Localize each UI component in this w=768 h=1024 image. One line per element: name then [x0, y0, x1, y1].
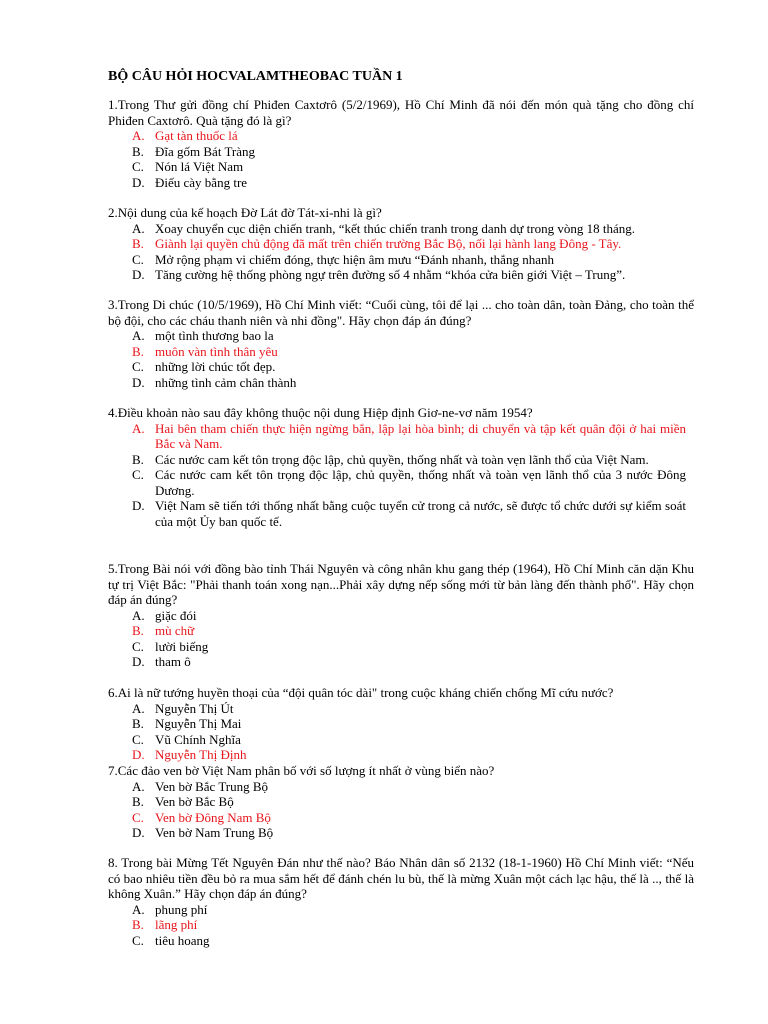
option-text: phung phí — [155, 901, 208, 917]
question-text: 8. Trong bài Mừng Tết Nguyên Đán như thế nào? Báo Nhân dân số 2132 (18-1-1960) Hồ Chí Minh viết: “Nếu có bao nhiêu tiền đều bỏ ra mua sắm hết để đánh chén lu bù, thế là mừng Xuân một cách lạc hậu, thế là .., thế là không Xuân.” Hãy chọn đáp án đúng? — [108, 855, 694, 901]
option-letter: A. — [132, 901, 145, 917]
option-text: muôn vàn tình thân yêu — [155, 343, 278, 359]
option-b — [108, 794, 694, 810]
option-c — [108, 467, 694, 498]
option-letter: B. — [132, 236, 144, 251]
option-text: Ven bờ Nam Trung Bộ — [155, 825, 274, 840]
option-letter: D. — [132, 747, 145, 762]
option-b — [108, 144, 694, 160]
question-text: 2.Nội dung của kế hoạch Đờ Lát đờ Tát-xi-nhi là gì? — [108, 205, 382, 220]
option-text: giặc đói — [155, 607, 197, 623]
option-letter: C. — [132, 251, 144, 267]
option-text: mù chữ — [155, 623, 195, 638]
question-5 — [108, 561, 694, 670]
option-c — [108, 159, 694, 175]
option-letter: D. — [132, 174, 145, 190]
option-d — [108, 498, 694, 529]
option-letter: D. — [132, 267, 145, 282]
option-text: Các nước cam kết tôn trọng độc lập, chủ quyền, thống nhất và toàn vẹn lãnh thổ của Việt Nam. — [155, 451, 649, 467]
option-letter: B. — [132, 794, 144, 809]
option-text: Các nước cam kết tôn trọng độc lập, chủ quyền, thống nhất và toàn vẹn lãnh thổ của 3 nước Đông Dương. — [155, 467, 686, 498]
option-text: Giành lại quyền chủ động đã mất trên chiến trường Bắc Bộ, nối lại hành lang Đông - Tây. — [155, 236, 622, 251]
option-text: Nguyễn Thị Út — [155, 700, 234, 716]
option-d — [108, 654, 694, 670]
option-list — [108, 221, 694, 283]
document-title: BỘ CÂU HỎI HOCVALAMTHEOBAC TUẦN 1 — [108, 69, 403, 84]
question-7 — [108, 763, 694, 841]
question-text: 3.Trong Di chúc (10/5/1969), Hồ Chí Minh viết: “Cuối cùng, tôi để lại ... cho toàn dân, toàn Đảng, cho toàn thể bộ đội, cho các cháu thanh niên và nhi đồng". Hãy chọn đáp án đúng? — [108, 297, 694, 328]
option-c-correct — [108, 810, 694, 826]
option-letter: C. — [132, 159, 144, 174]
option-letter: A. — [132, 607, 145, 623]
option-list — [108, 421, 694, 530]
option-list — [108, 902, 694, 949]
option-b-correct — [108, 236, 694, 252]
question-2 — [108, 205, 694, 283]
option-text: Nón lá Việt Nam — [155, 159, 244, 174]
option-letter: B. — [132, 143, 144, 159]
option-list — [108, 608, 694, 670]
option-text: một tình thương bao la — [155, 328, 274, 343]
option-letter: B. — [132, 343, 144, 359]
question-1 — [108, 97, 694, 190]
question-text: 6.Ai là nữ tướng huyền thoại của “đội quân tóc dài" trong cuộc kháng chiến chống Mĩ cứu nước? — [108, 685, 614, 700]
option-c — [108, 639, 694, 655]
option-b-correct — [108, 623, 694, 639]
option-letter: C. — [132, 731, 144, 747]
option-d-correct — [108, 747, 694, 763]
question-4 — [108, 405, 694, 529]
option-list — [108, 779, 694, 841]
option-b — [108, 452, 694, 468]
option-text: những lời chúc tốt đẹp. — [155, 359, 276, 374]
option-text: Ven bờ Bắc Trung Bộ — [155, 778, 269, 794]
question-text: 4.Điều khoản nào sau đây không thuộc nội dung Hiệp định Giơ-ne-vơ năm 1954? — [108, 405, 533, 420]
option-text: Vũ Chính Nghĩa — [155, 731, 241, 747]
option-a — [108, 701, 694, 717]
option-list — [108, 701, 694, 763]
option-a — [108, 608, 694, 624]
option-text: Điếu cày bằng tre — [155, 174, 248, 190]
option-d — [108, 375, 694, 391]
option-d — [108, 825, 694, 841]
option-c — [108, 732, 694, 748]
option-list — [108, 128, 694, 190]
option-text: Đĩa gốm Bát Tràng — [155, 143, 256, 159]
option-letter: C. — [132, 359, 144, 374]
option-text: tham ô — [155, 654, 191, 669]
option-a — [108, 902, 694, 918]
option-letter: D. — [132, 498, 145, 513]
question-6 — [108, 685, 694, 763]
question-text: 1.Trong Thư gửi đồng chí Phiđen Caxtơrô (5/2/1969), Hồ Chí Minh đã nói đến món quà tặng cho đồng chí Phiđen Caxtơrô. Quà tặng đó là gì? — [108, 97, 694, 128]
option-letter: A. — [132, 778, 145, 794]
option-c — [108, 359, 694, 375]
option-list — [108, 328, 694, 390]
option-letter: B. — [132, 716, 144, 731]
option-text: những tình cảm chân thành — [155, 374, 297, 390]
option-a — [108, 221, 694, 237]
option-a-correct — [108, 421, 694, 452]
option-b-correct — [108, 344, 694, 360]
option-letter: B. — [132, 451, 144, 467]
option-letter: C. — [132, 467, 144, 482]
option-text: Tăng cường hệ thống phòng ngự trên đường số 4 nhằm “khóa cửa biên giới Việt – Trung”. — [155, 267, 626, 282]
question-3 — [108, 297, 694, 390]
option-text: Nguyễn Thị Định — [155, 747, 247, 762]
option-text: Ven bờ Bắc Bộ — [155, 794, 234, 809]
question-text: 7.Các đảo ven bờ Việt Nam phân bố với số lượng ít nhất ở vùng biển nào? — [108, 763, 495, 778]
option-c — [108, 252, 694, 268]
option-letter: D. — [132, 374, 145, 390]
option-text: Hai bên tham chiến thực hiện ngừng bắn, lập lại hòa bình; di chuyển và tập kết quân đội ở hai miền Bắc và Nam. — [155, 420, 686, 451]
question-8 — [108, 855, 694, 948]
option-letter: B. — [132, 917, 144, 932]
option-b — [108, 716, 694, 732]
option-letter: C. — [132, 809, 144, 825]
option-letter: A. — [132, 420, 145, 436]
option-letter: C. — [132, 932, 144, 948]
option-d — [108, 175, 694, 191]
option-text: tiêu hoang — [155, 932, 210, 948]
option-letter: D. — [132, 654, 145, 669]
option-text: lười biếng — [155, 638, 209, 654]
option-text: Ven bờ Đông Nam Bộ — [155, 809, 271, 825]
option-letter: B. — [132, 623, 144, 638]
option-letter: A. — [132, 220, 145, 236]
option-letter: A. — [132, 328, 145, 343]
question-text: 5.Trong Bài nói với đồng bào tỉnh Thái Nguyên và công nhân khu gang thép (1964), Hồ Chí Minh căn dặn Khu tự trị Việt Bắc: "Phải thanh toán xong nạn...Phải xây dựng nếp sống mới từ bản làng đến thành phố". Hãy chọn đáp án đúng? — [108, 561, 694, 607]
option-d — [108, 267, 694, 283]
option-text: Gạt tàn thuốc lá — [155, 128, 238, 143]
option-c — [108, 933, 694, 949]
option-a — [108, 779, 694, 795]
option-text: Việt Nam sẽ tiến tới thống nhất bằng cuộc tuyển cử trong cả nước, sẽ được tổ chức dưới sự kiểm soát của một Ủy ban quốc tế. — [155, 498, 686, 529]
option-letter: C. — [132, 638, 144, 654]
option-letter: A. — [132, 700, 145, 716]
option-b-correct — [108, 917, 694, 933]
option-text: Xoay chuyển cục diện chiến tranh, “kết thúc chiến tranh trong danh dự trong vòng 18 tháng. — [155, 220, 635, 236]
option-text: Mở rộng phạm vi chiếm đóng, thực hiện âm mưu “Đánh nhanh, thắng nhanh — [155, 251, 554, 267]
option-a — [108, 328, 694, 344]
option-text: Nguyễn Thị Mai — [155, 716, 242, 731]
option-a-correct — [108, 128, 694, 144]
option-letter: D. — [132, 825, 145, 840]
option-letter: A. — [132, 128, 145, 143]
option-text: lãng phí — [155, 917, 198, 932]
